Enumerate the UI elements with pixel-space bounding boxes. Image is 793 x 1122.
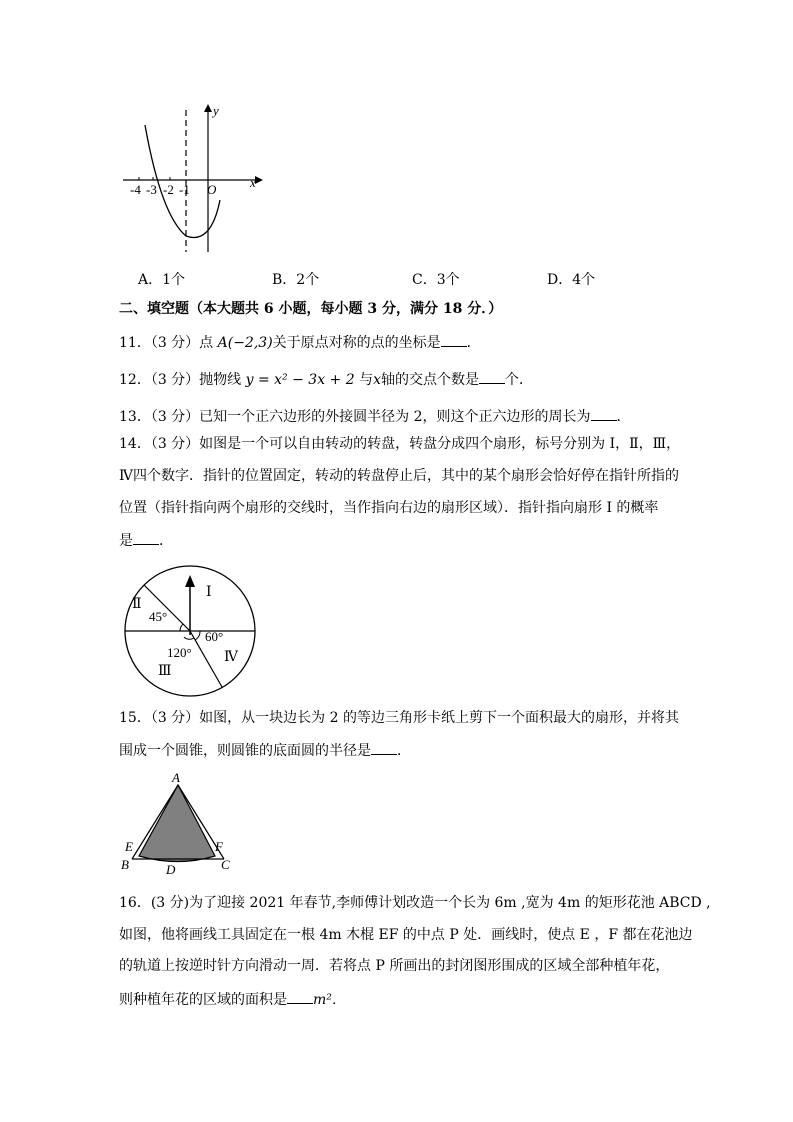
sector-label-I: Ⅰ <box>206 585 212 600</box>
q16-line-1: 16．(3 分)为了迎接 2021 年春节,李师傅计划改造一个长为 6m ,宽为 4m 的矩形花池 ABCD , <box>119 895 711 911</box>
q11-end: ． <box>466 335 481 351</box>
q11-point: A(−2,3) <box>217 335 273 351</box>
choice-d: D．4个 <box>547 272 596 288</box>
answer-blank <box>591 406 617 421</box>
point-label-E: E <box>125 839 133 854</box>
q12-mid: 与 <box>359 372 374 388</box>
vertex-label-B: B <box>121 857 129 872</box>
choice-b: B．2个 <box>272 272 320 288</box>
angle-label-60: 60° <box>205 629 224 644</box>
origin-label: O <box>207 182 217 197</box>
answer-blank <box>479 369 505 384</box>
question-11 <box>119 332 481 352</box>
q15-end: ． <box>397 743 411 759</box>
sector-label-III: Ⅲ <box>158 664 172 679</box>
x-tick-label: -1 <box>179 182 190 197</box>
choice-a: A．1个 <box>138 272 186 288</box>
q13-text: 13．（3 分）已知一个正六边形的外接圆半径为 2，则这个正六边形的周长为 <box>119 409 591 425</box>
answer-blank <box>371 740 397 755</box>
question-13 <box>119 406 631 426</box>
q12-number: 12．（3 分）抛物线 <box>119 372 242 388</box>
point-label-F: F <box>215 839 223 854</box>
q15-line-2 <box>119 740 411 760</box>
q12-text: 轴的交点个数是 <box>381 372 480 388</box>
q14-line-4-text: 是 <box>119 533 133 549</box>
question-12 <box>119 369 533 389</box>
angle-label-120: 120° <box>167 645 192 660</box>
sector-label-IV: Ⅳ <box>224 650 238 665</box>
angle-label-45: 45° <box>149 609 168 624</box>
y-axis-label: y <box>213 103 219 118</box>
q14-line-2: Ⅳ四个数字．指针的位置固定，转动的转盘停止后，其中的某个扇形会恰好停在指针所指的 <box>119 468 679 484</box>
q16-line-4-text: 则种植年花的区域的面积是 <box>119 992 287 1008</box>
answer-blank <box>287 989 313 1004</box>
q13-end: ． <box>616 409 631 425</box>
answer-blank <box>441 332 467 347</box>
x-tick-label: -2 <box>163 182 174 197</box>
point-label-D: D <box>166 862 176 877</box>
x-axis-label: x <box>250 175 256 190</box>
q14-line-4 <box>119 530 173 550</box>
vertex-label-A: A <box>172 770 180 785</box>
sector-label-II: Ⅱ <box>132 597 142 612</box>
x-tick-label: -4 <box>130 182 141 197</box>
q12-x: x <box>373 372 382 388</box>
q14-end: ． <box>159 533 173 549</box>
vertex-label-C: C <box>221 857 230 872</box>
q14-line-1: 14．（3 分）如图是一个可以自由转动的转盘，转盘分成四个扇形，标号分别为 Ⅰ，Ⅱ，Ⅲ， <box>119 436 681 452</box>
q15-line-1: 15．（3 分）如图，从一块边长为 2 的等边三角形卡纸上剪下一个面积最大的扇形，并将其 <box>119 710 679 726</box>
choice-c: C．3个 <box>412 272 460 288</box>
q16-line-2: 如图，他将画线工具固定在一根 4m 木棍 EF 的中点 P 处．画线时，使点 E ，F 都在花池边 <box>119 927 693 943</box>
section-title: 二、填空题（本大题共 6 小题，每小题 3 分，满分 18 分．） <box>119 301 503 317</box>
parabola-graph <box>115 100 265 260</box>
triangle-sector-figure <box>118 770 238 880</box>
x-tick-label: -3 <box>146 182 157 197</box>
q12-end: 个． <box>505 372 534 388</box>
q16-end: m²． <box>313 992 346 1008</box>
q15-line-2-text: 围成一个圆锥，则圆锥的底面圆的半径是 <box>119 743 371 759</box>
answer-blank <box>133 530 159 545</box>
q16-line-4 <box>119 989 346 1009</box>
q11-number: 11．（3 分）点 <box>119 335 214 351</box>
q16-line-3: 的轨道上按逆时针方向滑动一周．若将点 P 所画出的封闭图形围成的区域全部种植年花， <box>119 958 670 974</box>
q12-equation: y = x² − 3x + 2 <box>245 372 355 388</box>
q11-text: 关于原点对称的点的坐标是 <box>272 335 441 351</box>
spinner-figure <box>122 563 258 699</box>
q14-line-3: 位置（指针指向两个扇形的交线时，当作指向右边的扇形区域）．指针指向扇形 Ⅰ 的概率 <box>119 500 659 516</box>
